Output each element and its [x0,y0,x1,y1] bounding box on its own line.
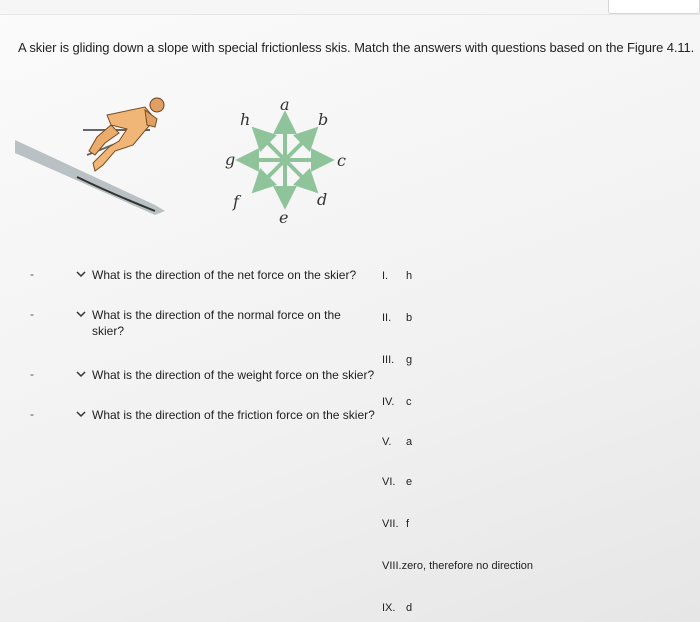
answer-label: a [406,436,413,448]
answer-numeral: V. [382,436,392,448]
match-row-4 [20,407,412,423]
answer-numeral: II. [382,312,392,324]
answer-label: d [406,602,413,614]
answer-numeral: IV. [382,396,395,408]
answer-numeral: VIII. [382,560,402,572]
row-dash: - [30,307,34,321]
answer-item [382,476,412,488]
answer-numeral: VII. [382,518,399,530]
chevron-down-icon [76,409,86,419]
arrow-d [285,160,315,190]
question-label: What is the direction of the normal force on the skier? [92,308,341,338]
arrow-b [285,130,315,160]
match-select-1[interactable] [54,267,372,283]
match-select-3[interactable] [54,367,412,383]
answer-numeral: III. [382,354,395,366]
match-row-1 [20,267,372,283]
answer-item [382,602,412,614]
answer-label: f [406,518,410,530]
label-c: c [337,151,346,170]
answer-numeral: VI. [382,476,396,488]
answer-item [382,270,412,282]
answer-numeral: IX. [382,602,396,614]
top-bar [0,0,700,15]
answer-label: h [406,270,413,282]
chevron-down-icon [76,309,86,319]
label-f: f [233,192,239,211]
answer-label: c [406,396,412,408]
label-h: h [240,110,251,129]
match-row-3 [20,367,412,383]
match-select-4[interactable] [54,407,412,423]
answer-item [382,396,412,408]
answer-label: e [406,476,413,488]
answer-item [382,518,409,530]
answer-numeral: I. [382,270,389,282]
ski [77,177,155,211]
label-e: e [279,208,289,227]
row-dash: - [30,267,34,281]
figure-4-11 [15,85,355,245]
answer-item [382,436,412,448]
chevron-down-icon [76,369,86,379]
label-a: a [280,95,290,114]
answer-label: zero, therefore no direction [401,560,534,572]
question-label: What is the direction of the weight force on the skier? [92,368,375,382]
question-label: What is the direction of the net force on the skier? [92,268,357,282]
question-text: A skier is gliding down a slope with special frictionless skis. Match the answers with questions based on the Figure 4.11. [18,40,695,55]
answer-item [382,560,533,572]
answer-label: b [406,312,413,324]
top-right-field[interactable] [608,0,700,14]
question-label: What is the direction of the friction force on the skier? [92,408,375,422]
answer-item [382,312,412,324]
answer-item [382,354,412,366]
row-dash: - [30,407,34,421]
arrow-f [255,160,285,190]
label-b: b [318,110,329,129]
arrow-h [255,130,285,160]
label-g: g [225,150,236,169]
chevron-down-icon [76,269,86,279]
label-d: d [317,190,328,209]
answer-label: g [406,354,413,366]
skier-icon [89,98,164,171]
match-row-2 [20,307,362,339]
row-dash: - [30,367,34,381]
match-select-2[interactable] [54,307,362,339]
